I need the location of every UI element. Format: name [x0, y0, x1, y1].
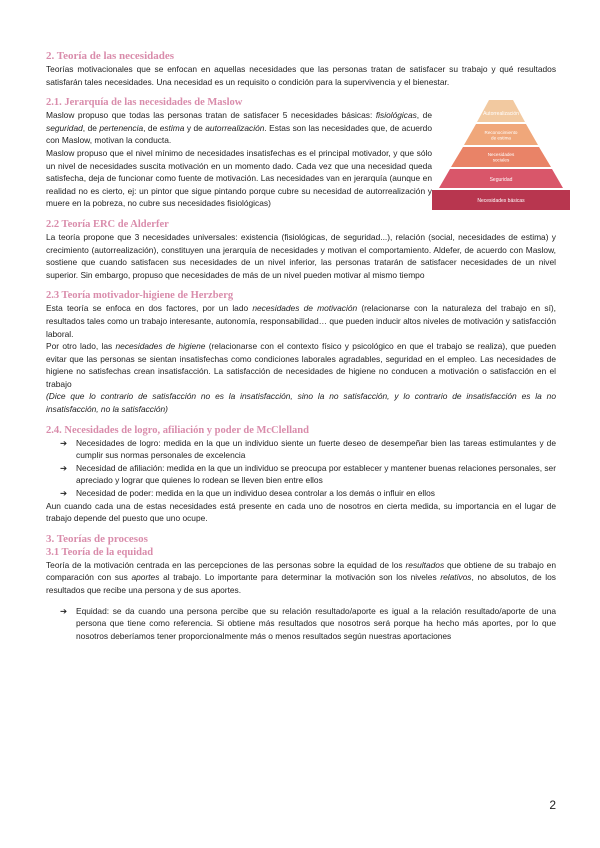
- maslow-paragraph-2: Maslow propuso que el nivel mínimo de necesidades insatisfechas es el principal motivador, y que sólo un nivel de necesidades suscita motivación en un momento dado. Cada vez que una necesidad queda satisfecha, deja de funcionar como fuente de motivación. Las necesidades van en jerarquía (aunque en realidad no es cierto, ej: un pintor que sigue pintando porque cubre su necesidad de autorrealización y muere en la pobreza, no cubre sus necesidades fisiológicas): [46, 147, 432, 209]
- herzberg-paragraph-3: (Dice que lo contrario de satisfacción no es la insatisfacción, sino la no satisfacción, y lo contrario de insatisfacción es la no insatisfacción, no la satisfacción): [46, 391, 556, 415]
- section-2-2-body: La teoría propone que 3 necesidades universales: existencia (fisiológicas, de seguridad...), relación (social, necesidades de estima) y crecimiento (autorrealización), constituyen una jerarquía de necesidades y motivan el comportamiento. Aldefer, de acuerdo con Maslow, sostiene que cuando satisfacen sus necesidades de un nivel inferior, las personas tratarán de satisfacer necesidades de un nivel superior. Sin embargo, propuso que necesidades de más de un nivel pueden motivar al mismo tiempo: [46, 231, 556, 280]
- herzberg-paragraph-1: Esta teoría se enfoca en dos factores, por un lado necesidades de motivación (relacionarse con la naturaleza del trabajo en sí), resultados tales como un trabajo interesante, autonomía, responsabilidad… que pueden inducir altos niveles de motivación y satisfacción laboral.: [46, 303, 557, 339]
- equity-paragraph: Teoría de la motivación centrada en las percepciones de las personas sobre la equidad de los resultados que obtiene de su trabajo en comparación con sus aportes al trabajo. Lo importante para determinar la motivación son los niveles relativos, no absolutos, de los resultados que recibe una persona y de sus aportes.: [46, 559, 557, 595]
- list-item: ➔ Necesidad de poder: medida en la que un individuo desea controlar a los demás o influir en ellos: [60, 488, 435, 499]
- maslow-paragraph-1: Maslow propuso que todas las personas tratan de satisfacer 5 necesidades básicas: fisiológicas, de seguridad, de pertenencia, de estima y de autorrealización. Estas son las necesidades que, de acuerdo con Maslow, motivan la conducta.: [46, 110, 432, 146]
- arrow-icon: ➔: [60, 462, 68, 473]
- pyramid-label-4: Seguridad: [489, 177, 513, 183]
- pyramid-label-2: Reconocimiento de estima: [484, 130, 518, 141]
- section-2-3-title: 2.3 Teoría motivador-higiene de Herzberg: [46, 290, 234, 302]
- arrow-icon: ➔: [60, 437, 68, 448]
- arrow-icon: ➔: [60, 488, 68, 499]
- section-2-4-title: 2.4. Necesidades de logro, afiliación y poder de McClelland: [46, 424, 309, 436]
- pyramid-label-1: Autorrealización: [483, 111, 519, 117]
- pyramid-label-5: Necesidades básicas: [477, 198, 525, 204]
- arrow-icon: ➔: [60, 605, 68, 616]
- mcclelland-list: [46, 437, 556, 500]
- list-item: ➔ Necesidades de logro: medida en la que un individuo siente un fuerte deseo de desempeñar bien las tareas estimulantes y de cumplir sus normas personales de excelencia: [60, 437, 556, 461]
- maslow-pyramid: [432, 100, 570, 210]
- section-3-title: 3. Teorías de procesos: [46, 532, 148, 545]
- list-item: ➔ Equidad: se da cuando una persona percibe que su relación resultado/aporte es igual a la relación resultado/aporte de una persona que tiene como referencia. Si obtiene más resultados que nosotros será porque ha hecho más aportes, por lo que nosotros deberíamos tener proporcionalmente más o menos resultados según nuestras aportaciones: [60, 605, 556, 641]
- page-number: 2: [549, 798, 556, 812]
- list-item: ➔ Necesidad de afiliación: medida en la que un individuo se preocupa por establecer y mantener buenas relaciones personales, ser apreciado y lograr que quienes lo rodean se lleven bien entre ellos: [60, 462, 557, 486]
- section-2-2-title: 2.2 Teoría ERC de Alderfer: [46, 218, 169, 230]
- section-2-4-body: Aun cuando cada una de estas necesidades está presente en cada uno de nosotros en cierta medida, su importancia en el lugar de trabajo depende del puesto que uno ocupe.: [46, 500, 556, 524]
- maslow-text: [46, 109, 432, 210]
- section-2-1-title: 2.1. Jerarquía de las necesidades de Maslow: [46, 97, 243, 109]
- section-2-title: 2. Teoría de las necesidades: [46, 50, 175, 62]
- herzberg-paragraph-2: Por otro lado, las necesidades de higiene (relacionarse con el contexto físico y psicológico en que el trabajo se realiza), que pueden evitar que las personas se sientan insatisfechas como condiciones laborales agradables, seguridad en el empleo. Las necesidades de higiene no satisfechas crean insatisfacción. La satisfacción de necesidades de higiene no conducen a motivación o satisfacción en el trabajo: [46, 341, 556, 389]
- equity-list: [46, 605, 556, 643]
- pyramid-label-3: Necesidades sociales: [487, 152, 515, 163]
- section-2-body: Teorías motivacionales que se enfocan en aquellas necesidades que las personas tratan de satisfacer su trabajo y qué resultados satisfarán tales necesidades. Una necesidad es un requisito o condición para la supervivencia y el bienestar.: [46, 64, 556, 87]
- section-3-1-title: 3.1 Teoría de la equidad: [46, 546, 154, 558]
